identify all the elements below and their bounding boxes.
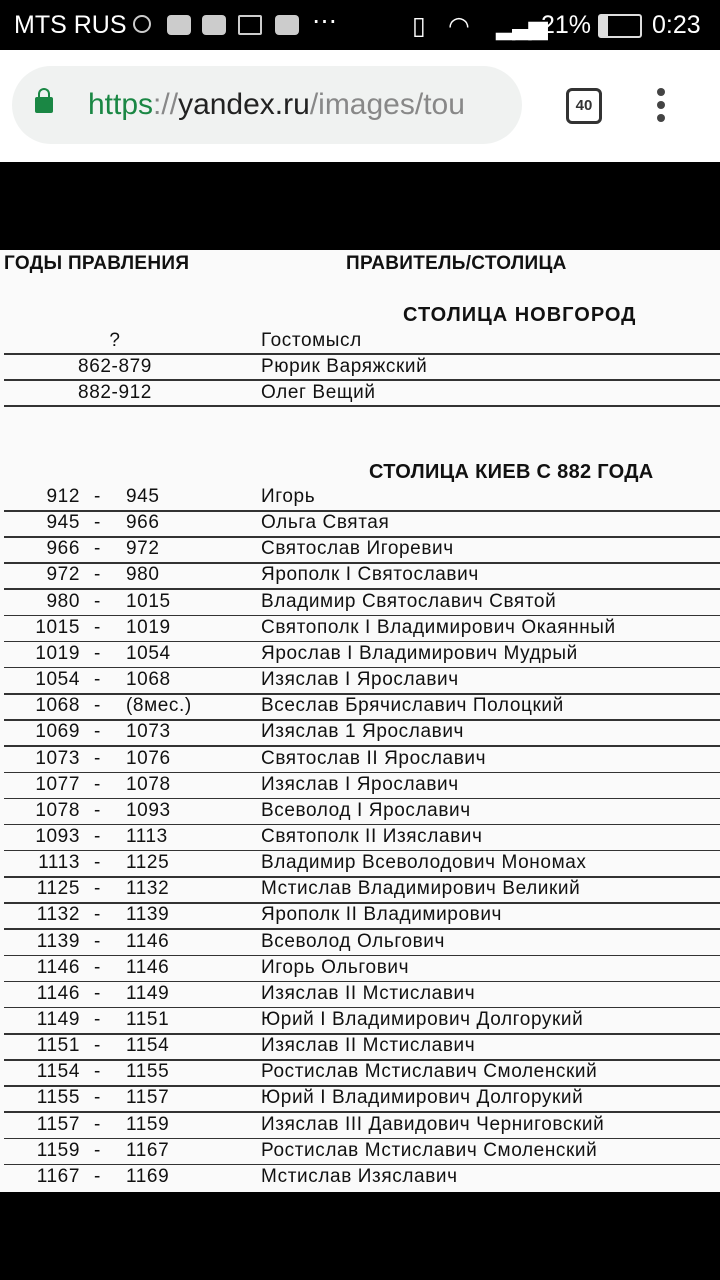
kiev-dash: - <box>94 512 101 534</box>
kiev-years-from: 1093 <box>35 825 80 847</box>
mail-icon <box>238 15 262 35</box>
kiev-dash: - <box>94 799 101 821</box>
kiev-years-from: 1154 <box>36 1061 80 1083</box>
kiev-dash: - <box>94 956 101 978</box>
lock-icon[interactable] <box>35 97 53 113</box>
kiev-years-from: 1113 <box>38 852 80 874</box>
kiev-ruler: Мстислав Владимирович Великий <box>261 878 581 900</box>
kiev-ruler: Игорь Ольгович <box>261 956 410 978</box>
kiev-years-from: 1073 <box>35 747 80 769</box>
kiev-years-from: 1159 <box>36 1139 80 1161</box>
kiev-years-to: 1076 <box>126 747 171 769</box>
kiev-ruler: Святополк I Владимирович Окаянный <box>261 616 616 638</box>
kiev-ruler: Мстислав Изяславич <box>261 1165 458 1187</box>
kiev-dash: - <box>94 1061 101 1083</box>
youtube-icon <box>167 15 191 35</box>
novgorod-ruler: Гостомысл <box>261 330 362 351</box>
column-header-years: ГОДЫ ПРАВЛЕНИЯ <box>4 253 190 274</box>
kiev-ruler: Святослав II Ярославич <box>261 747 487 769</box>
kiev-ruler: Всеволод I Ярославич <box>261 799 471 821</box>
kiev-dash: - <box>94 564 101 586</box>
row-divider <box>4 353 720 355</box>
kiev-dash: - <box>94 747 101 769</box>
kiev-years-to: 1093 <box>126 799 171 821</box>
kiev-ruler: Владимир Всеволодович Мономах <box>261 852 587 874</box>
kiev-years-from: 1069 <box>35 721 80 743</box>
kiev-ruler: Всеслав Брячиславич Полоцкий <box>261 695 564 717</box>
kiev-years-to: 1019 <box>126 616 171 638</box>
kiev-dash: - <box>94 825 101 847</box>
kiev-years-from: 1132 <box>36 904 80 926</box>
row-divider <box>4 405 720 407</box>
kiev-years-to: 1139 <box>126 904 170 926</box>
kiev-years-from: 1125 <box>36 878 80 900</box>
kiev-dash: - <box>94 669 101 691</box>
section-novgorod: СТОЛИЦА НОВГОРОД <box>403 304 637 326</box>
kiev-years-to: 980 <box>126 564 160 586</box>
kiev-years-from: 1139 <box>36 930 80 952</box>
kiev-years-to: 1054 <box>126 642 171 664</box>
chat-icon <box>133 15 151 33</box>
kiev-years-to: 966 <box>126 512 160 534</box>
kiev-years-to: 1113 <box>126 825 168 847</box>
kiev-ruler: Владимир Святославич Святой <box>261 590 557 612</box>
kiev-years-to: 1073 <box>126 721 171 743</box>
more-menu-icon[interactable] <box>657 88 667 127</box>
kiev-ruler: Изяслав 1 Ярославич <box>261 721 465 743</box>
novgorod-ruler: Олег Вещий <box>261 382 376 403</box>
kiev-ruler: Ярополк I Святославич <box>261 564 479 586</box>
kiev-years-from: 1149 <box>36 1009 80 1030</box>
kiev-dash: - <box>94 1035 101 1057</box>
kiev-dash: - <box>94 878 101 900</box>
kiev-years-from: 1146 <box>36 956 80 978</box>
battery-level: 21% <box>541 11 592 39</box>
kiev-dash: - <box>94 852 101 874</box>
kiev-dash: - <box>94 486 101 507</box>
status-bar <box>0 0 720 50</box>
kiev-years-to: 1151 <box>126 1009 170 1030</box>
kiev-ruler: Ярополк II Владимирович <box>261 904 503 926</box>
kiev-ruler: Изяслав I Ярославич <box>261 669 459 691</box>
column-header-ruler: ПРАВИТЕЛЬ/СТОЛИЦА <box>346 253 567 274</box>
browser-toolbar <box>0 50 720 162</box>
kiev-ruler: Юрий I Владимирович Долгорукий <box>261 1009 584 1030</box>
kiev-ruler: Юрий I Владимирович Долгорукий <box>261 1087 584 1109</box>
kiev-years-to: 1157 <box>126 1087 170 1109</box>
kiev-dash: - <box>94 904 101 926</box>
kiev-ruler: Всеволод Ольгович <box>261 930 446 952</box>
kiev-years-to: 1155 <box>126 1061 170 1083</box>
kiev-years-to: 1159 <box>126 1113 170 1135</box>
kiev-ruler: Ярослав I Владимирович Мудрый <box>261 642 578 664</box>
kiev-years-to: 1015 <box>126 590 171 612</box>
row-divider <box>4 379 720 381</box>
kiev-dash: - <box>94 616 101 638</box>
kiev-years-from: 980 <box>46 590 80 612</box>
kiev-ruler: Ростислав Мстиславич Смоленский <box>261 1139 598 1161</box>
kiev-years-from: 912 <box>46 486 80 507</box>
tab-switcher-button[interactable]: 40 <box>566 88 602 124</box>
kiev-dash: - <box>94 1139 101 1161</box>
novgorod-ruler: Рюрик Варяжский <box>261 356 428 377</box>
kiev-years-from: 1157 <box>36 1113 80 1135</box>
kiev-years-to: 1149 <box>126 982 170 1004</box>
kiev-years-from: 972 <box>46 564 80 586</box>
kiev-years-from: 1151 <box>36 1035 80 1057</box>
history-table-image: ГОДЫ ПРАВЛЕНИЯ ПРАВИТЕЛЬ/СТОЛИЦА СТОЛИЦА НОВГОРОД СТОЛИЦА КИЕВ С 882 ГОДА ? Гостомысл 862-879 Рюрик Варяжский 882-912 Олег Вещий 912 - 945 Игорь 945 - 966 Ольга Святая 966 - 972 Святослав Игоревич 972 - 980 Ярополк I Святославич 980 - 1015 Владимир Святославич Святой 1015 - 1019 Святополк I Владимирович Окаянный 1019 - 1054 Ярослав I Владимирович Мудрый 1054 - 1068 Изяслав I Ярославич 1068 - (8мес.) Всеслав Брячиславич Полоцкий 1069 - 1073 Изяслав 1 Ярославич 1073 - 1076 Святослав II Ярославич 1077 - 1078 Изяслав I Ярославич 1078 - 1093 Всеволод I Ярославич 1093 - 1113 Святополк II Изяславич 1113 - 1125 Владимир Всеволодович Мономах 1125 - 1132 Мстислав Владимирович Великий 1132 - 1139 Ярополк II Владимирович 1139 - 1146 Всеволод Ольгович 1146 - 1146 Игорь Ольгович 1146 - 1149 Изяслав II Мстиславич 1149 - 1151 Юрий I Владимирович Долгорукий 1151 - 1154 Изяслав II Мстиславич 1154 - 1155 Ростислав Мстиславич Смоленский 1155 - 1157 Юрий I Владимирович Долгорукий 1157 - 1159 Изяслав III Давидович Черниговский 1159 - 1167 Ростислав Мстиславич Смоленский 1167 - 1169 Мстислав Изяславич <box>0 250 720 1192</box>
kiev-years-to: 1167 <box>126 1139 170 1161</box>
kiev-years-to: (8мес.) <box>126 695 192 717</box>
kiev-years-from: 1077 <box>35 773 80 795</box>
signal-icon: ▂▃▅ <box>496 12 545 40</box>
news-icon <box>202 15 226 35</box>
kiev-years-from: 1146 <box>36 982 80 1004</box>
wifi-icon: ◠ <box>448 12 470 40</box>
kiev-years-to: 1154 <box>126 1035 170 1057</box>
kiev-years-to: 1169 <box>126 1165 170 1187</box>
kiev-years-to: 1125 <box>126 852 170 874</box>
kiev-ruler: Изяслав II Мстиславич <box>261 1035 476 1057</box>
kiev-dash: - <box>94 1087 101 1109</box>
kiev-dash: - <box>94 773 101 795</box>
kiev-years-to: 1146 <box>126 930 170 952</box>
kiev-years-from: 966 <box>46 538 80 560</box>
kiev-years-to: 972 <box>126 538 160 560</box>
kiev-years-from: 945 <box>46 512 80 534</box>
kiev-dash: - <box>94 1165 101 1187</box>
kiev-ruler: Святослав Игоревич <box>261 538 454 560</box>
kiev-years-to: 1078 <box>126 773 171 795</box>
kiev-ruler: Игорь <box>261 486 316 507</box>
kiev-years-to: 1068 <box>126 669 171 691</box>
kiev-dash: - <box>94 982 101 1004</box>
battery-icon <box>598 14 642 38</box>
youtube-icon <box>275 15 299 35</box>
kiev-dash: - <box>94 695 101 717</box>
kiev-dash: - <box>94 642 101 664</box>
kiev-dash: - <box>94 1113 101 1135</box>
kiev-dash: - <box>94 538 101 560</box>
kiev-dash: - <box>94 930 101 952</box>
kiev-ruler: Ольга Святая <box>261 512 390 534</box>
kiev-years-from: 1019 <box>35 642 80 664</box>
kiev-ruler: Святополк II Изяславич <box>261 825 483 847</box>
kiev-years-from: 1015 <box>35 616 80 638</box>
kiev-ruler: Изяслав II Мстиславич <box>261 982 476 1004</box>
url-text[interactable]: https://yandex.ru/images/tou <box>88 88 465 121</box>
kiev-ruler: Изяслав III Давидович Черниговский <box>261 1113 605 1135</box>
carrier: MTS RUS <box>14 11 127 39</box>
kiev-ruler: Изяслав I Ярославич <box>261 773 459 795</box>
more-icon: ⋯ <box>312 7 337 35</box>
kiev-ruler: Ростислав Мстиславич Смоленский <box>261 1061 598 1083</box>
kiev-dash: - <box>94 590 101 612</box>
kiev-years-from: 1078 <box>35 799 80 821</box>
kiev-years-from: 1167 <box>36 1165 80 1187</box>
kiev-years-from: 1155 <box>36 1087 80 1109</box>
kiev-years-from: 1068 <box>35 695 80 717</box>
kiev-years-to: 1132 <box>126 878 170 900</box>
kiev-dash: - <box>94 721 101 743</box>
kiev-years-to: 945 <box>126 486 160 507</box>
kiev-dash: - <box>94 1009 101 1030</box>
kiev-years-to: 1146 <box>126 956 170 978</box>
vibrate-icon: ▯ <box>412 12 426 40</box>
clock: 0:23 <box>652 11 701 39</box>
section-kiev: СТОЛИЦА КИЕВ С 882 ГОДА <box>369 461 654 483</box>
kiev-years-from: 1054 <box>35 669 80 691</box>
